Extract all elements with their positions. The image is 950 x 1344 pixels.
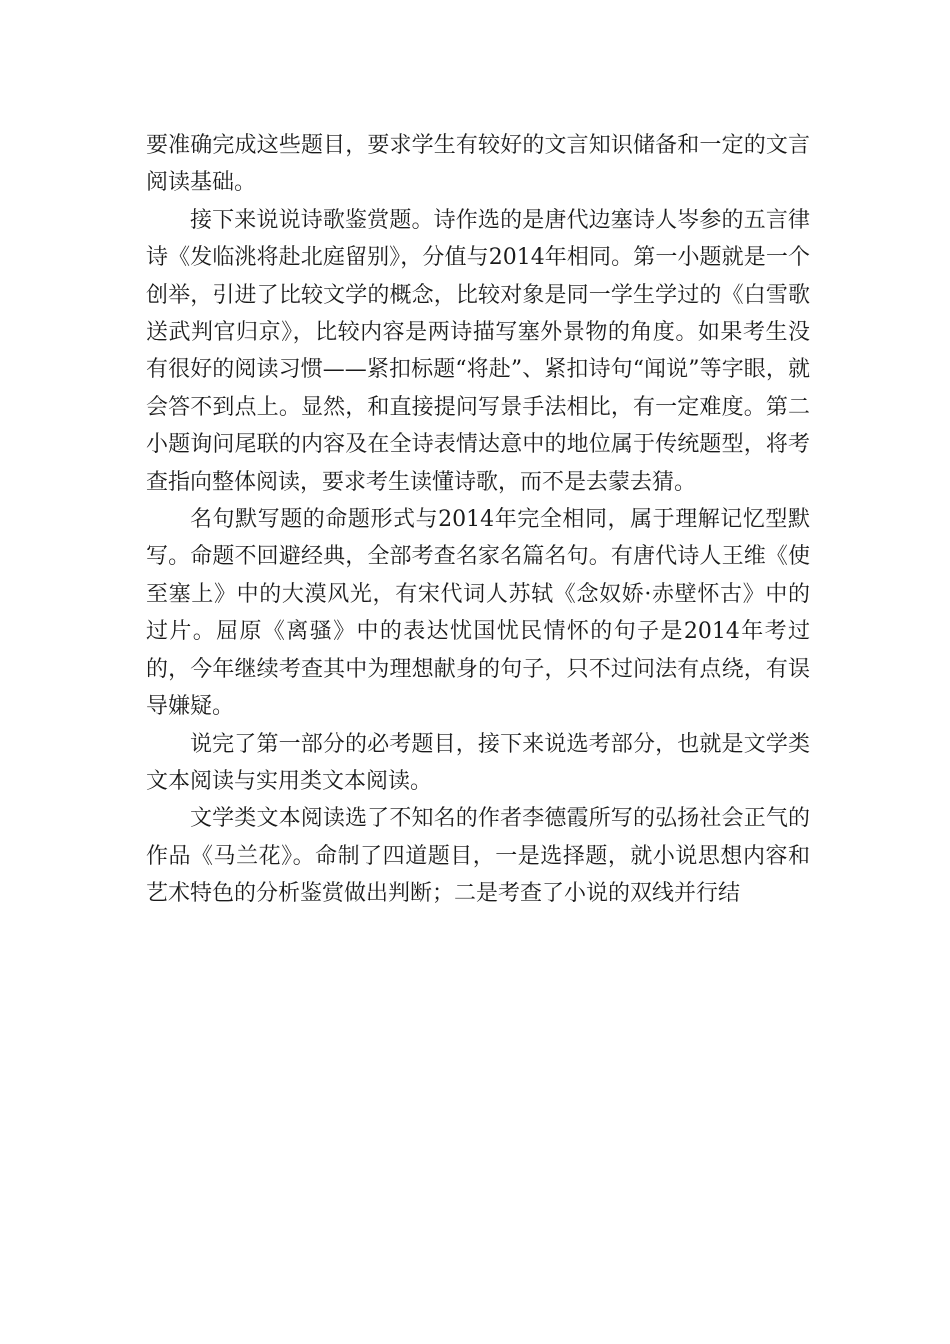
paragraph-3: 名句默写题的命题形式与2014年完全相同，属于理解记忆型默写。命题不回避经典，全部考查名家名篇名句。有唐代诗人王维《使至塞上》中的大漠风光，有宋代词人苏轼《念奴娇·赤壁怀古》中的过片。屈原《离骚》中的表达忧国忧民情怀的句子是2014年考过的，今年继续考查其中为理想献身的句子，只不过问法有点绕，有误导嫌疑。: [146, 507, 810, 720]
paragraph-2: 接下来说说诗歌鉴赏题。诗作选的是唐代边塞诗人岑参的五言律诗《发临洮将赴北庭留别》，分值与2014年相同。第一小题就是一个创举，引进了比较文学的概念，比较对象是同一学生学过的《白雪歌送武判官归京》，比较内容是两诗描写塞外景物的角度。如果考生没有很好的阅读习惯——紧扣标题“将赴”、紧扣诗句“闻说”等字眼，就会答不到点上。显然，和直接提问写景手法相比，有一定难度。第二小题询问尾联的内容及在全诗表情达意中的地位属于传统题型，将考查指向整体阅读，要求考生读懂诗歌，而不是去蒙去猜。: [146, 207, 810, 495]
paragraph-1: 要准确完成这些题目，要求学生有较好的文言知识储备和一定的文言阅读基础。: [146, 133, 810, 196]
body-text: [146, 127, 810, 913]
paragraph-4: 说完了第一部分的必考题目，接下来说选考部分，也就是文学类文本阅读与实用类文本阅读。: [146, 731, 810, 794]
paragraph-5: 文学类文本阅读选了不知名的作者李德霞所写的弘扬社会正气的作品《马兰花》。命制了四道题目，一是选择题，就小说思想内容和艺术特色的分析鉴赏做出判断；二是考查了小说的双线并行结: [146, 806, 810, 907]
